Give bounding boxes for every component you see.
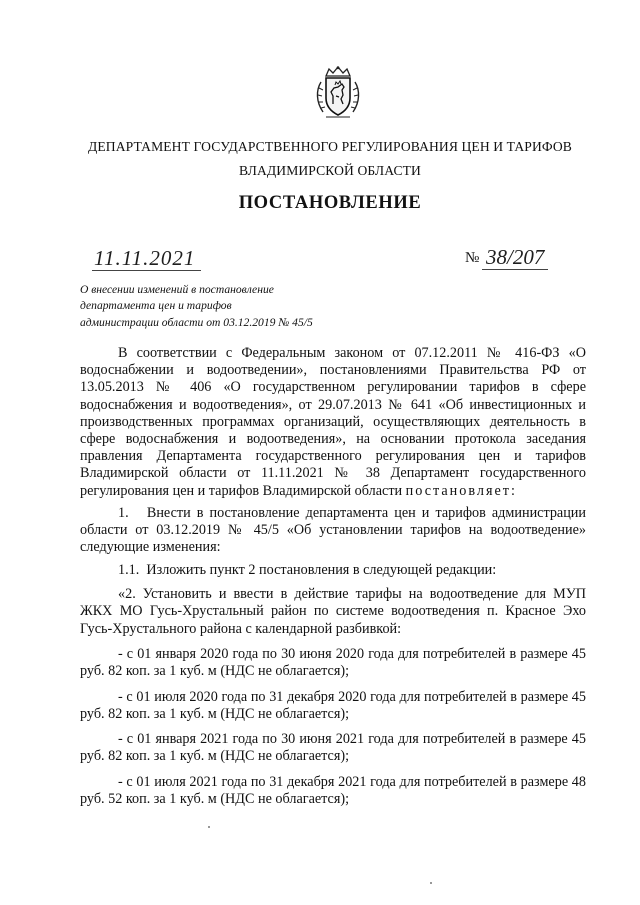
department-name: [60, 135, 600, 183]
decree-word: постановляет:: [405, 482, 517, 499]
preamble-paragraph: [80, 345, 586, 500]
tariff-item: - с 01 января 2020 года по 30 июня 2020 года для потребителей в размере 45 руб. 82 коп. за 1 куб. м (НДС не облагается);: [80, 645, 586, 680]
document-number: 38/207: [482, 245, 548, 270]
coat-of-arms-icon: [315, 66, 361, 118]
number-label: №: [465, 250, 480, 266]
item-1-1-paragraph: 1.1. Изложить пункт 2 постановления в следующей редакции:: [118, 561, 497, 578]
quote-intro-paragraph: «2. Установить и ввести в действие тарифы на водоотведение для МУП ЖКХ МО Гусь-Хрустальный район по системе водоотведения п. Красное Эхо Гусь-Хрустального района с календарной разбивкой:: [80, 586, 586, 637]
department-line-1: ДЕПАРТАМЕНТ ГОСУДАРСТВЕННОГО РЕГУЛИРОВАНИЯ ЦЕН И ТАРИФОВ: [88, 139, 572, 154]
scan-speck: [208, 826, 210, 828]
tariff-item: - с 01 июля 2021 года по 31 декабря 2021 года для потребителей в размере 48 руб. 52 коп. за 1 куб. м (НДС не облагается);: [80, 773, 586, 807]
document-type-title: ПОСТАНОВЛЕНИЕ: [238, 193, 422, 213]
subject-line-1: О внесении изменений в постановление: [80, 283, 274, 296]
subject-block: [80, 282, 380, 331]
subject-line-3: администрации области от 03.12.2019 № 45/5: [80, 315, 313, 329]
preamble-text: В соответствии с Федеральным законом от 07.12.2011 № 416-ФЗ «О водоснабжении и водоотведении», постановлениями Правительства РФ от 13.05.2013 № 406 «О государственном регулировании тарифов в сфере водоснабжения и водоотведения», от 29.07.2013 № 641 «Об инвестиционных и производственных программах организаций, осуществляющих деятельность в сфере водоснабжения и водоотведения», на основании протокола заседания правления Департамента государственного регулирования цен и тарифов Владимирской области от 11.11.2021 № 38 Департамент государственного регулирования цен и тарифов Владимирской области: [80, 345, 586, 499]
document-date: 11.11.2021: [92, 246, 201, 271]
tariff-item: - с 01 января 2021 года по 30 июня 2021 года для потребителей в размере 45 руб. 82 коп. за 1 куб. м (НДС не облагается);: [80, 731, 586, 765]
subject-line-2: департамента цен и тарифов: [80, 299, 232, 313]
scan-speck: [430, 882, 432, 884]
item-1-paragraph: 1. Внести в постановление департамента цен и тарифов администрации области от 03.12.2019 № 45/5 «Об установлении тарифов на водоотведение» следующие изменения:: [80, 504, 586, 556]
department-line-2: ВЛАДИМИРСКОЙ ОБЛАСТИ: [239, 163, 421, 178]
tariff-item: - с 01 июля 2020 года по 31 декабря 2020 года для потребителей в размере 45 руб. 82 коп. за 1 куб. м (НДС не облагается);: [80, 688, 586, 722]
document-body: [80, 345, 586, 808]
